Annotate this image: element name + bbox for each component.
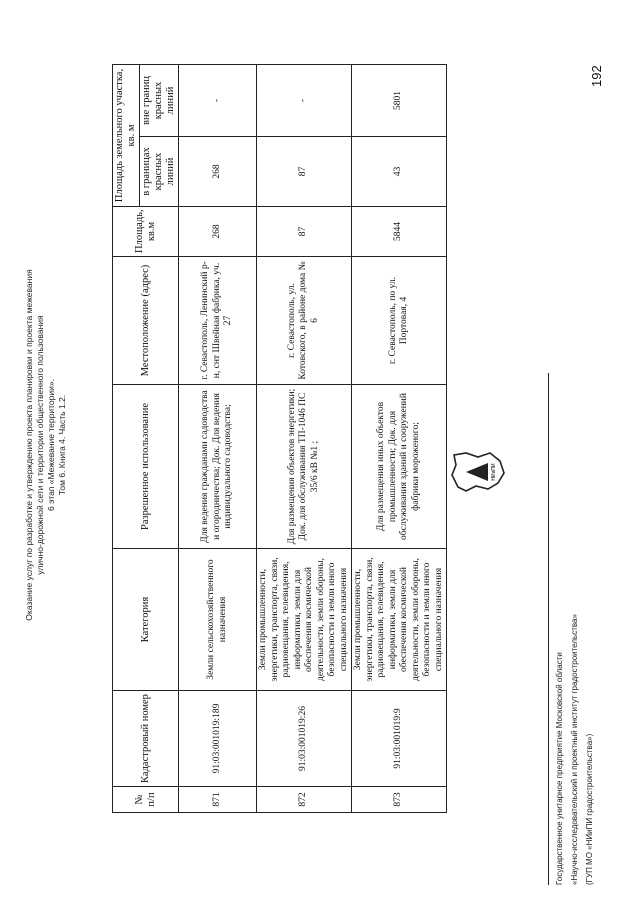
header-cadastral: Кадастровый номер bbox=[113, 691, 179, 787]
cell-location: г. Севастополь, Ленинский р-н, снт Швейная фабрика, уч. 27 bbox=[179, 257, 257, 385]
land-plots-table bbox=[112, 64, 447, 813]
cell-num: 871 bbox=[179, 787, 257, 813]
cell-category: Земли промышленности, энергетики, транспорта, связи, радиовещания, телевидения, информатики, земли для обеспечения космической деятельности, земли обороны, безопасности и земли иного специального назначения bbox=[257, 549, 352, 691]
cell-outside: - bbox=[257, 64, 352, 136]
cell-location: г. Севастополь, ул. Котовского, в районе дома № 6 bbox=[257, 257, 352, 385]
table-row bbox=[352, 64, 447, 812]
header-category: Категория bbox=[113, 549, 179, 691]
footer-divider bbox=[548, 373, 549, 885]
footer-line-2: «Научно-исследовательский и проектный институт градостроительства» bbox=[570, 614, 579, 885]
cell-category: Земли сельскохозяйственного назначения bbox=[179, 549, 257, 691]
header-area: Площадь, кв.м bbox=[113, 207, 179, 257]
header-land-area: Площадь земельного участка, кв. м bbox=[113, 64, 140, 206]
cell-category: Земли промышленности, энергетики, транспорта, связи, радиовещания, телевидения, информатики, земли для обеспечения космической деятельности, земли обороны, безопасности и земли иного специального назначения bbox=[352, 549, 447, 691]
header-usage: Разрешенное использование bbox=[113, 385, 179, 549]
header-inside: в границах красных линий bbox=[140, 137, 179, 207]
cell-usage: Для ведения гражданами садоводства и огородничества; Док. Для ведения индивидуального садоводства; bbox=[179, 385, 257, 549]
header-location: Местоположение (адрес) bbox=[113, 257, 179, 385]
header-num: № п/п bbox=[113, 787, 179, 813]
header-line-1: Оказание услуг по разработке и утверждению проекта планировки и проекта межевания bbox=[24, 269, 34, 621]
header-outside: вне границ красных линий bbox=[140, 64, 179, 136]
document-header bbox=[24, 145, 68, 745]
cell-area: 5844 bbox=[352, 207, 447, 257]
cell-area: 87 bbox=[257, 207, 352, 257]
cell-outside: - bbox=[179, 64, 257, 136]
page-number: 192 bbox=[589, 65, 604, 87]
cell-num: 873 bbox=[352, 787, 447, 813]
logo-text: НИиПИ bbox=[491, 463, 497, 481]
table-row bbox=[257, 64, 352, 812]
cell-inside: 43 bbox=[352, 137, 447, 207]
table-row bbox=[179, 64, 257, 812]
document-footer bbox=[552, 365, 597, 885]
cell-location: г. Севастополь, по ул. Портовая, 4 bbox=[352, 257, 447, 385]
cell-inside: 268 bbox=[179, 137, 257, 207]
cell-cadastral: 91:03:001019:9 bbox=[352, 691, 447, 787]
cell-cadastral: 91:03:001019:26 bbox=[257, 691, 352, 787]
footer-line-1: Государственное унитарное предприятие Московской области bbox=[555, 652, 564, 885]
cell-cadastral: 91:03:001019:189 bbox=[179, 691, 257, 787]
footer-line-3: (ГУП МО «НИиПИ градостроительства») bbox=[585, 733, 594, 885]
cell-inside: 87 bbox=[257, 137, 352, 207]
cell-usage: Для размещения иных объектов промышленности; Док. для обслуживания зданий и сооружений фабрики мороженого; bbox=[352, 385, 447, 549]
cell-area: 268 bbox=[179, 207, 257, 257]
cell-num: 872 bbox=[257, 787, 352, 813]
cell-usage: Для размещения объектов энергетики; Док. для обслуживания ТП-1046 ПС 35/6 кВ №1 ; bbox=[257, 385, 352, 549]
header-line-4: Том 6. Книга 4. Часть 1.2. bbox=[57, 394, 67, 496]
header-line-2: улично-дорожной сети и территории общественного пользования bbox=[35, 315, 45, 575]
cell-outside: 5801 bbox=[352, 64, 447, 136]
institute-logo-icon bbox=[448, 449, 508, 495]
header-line-3: 6 этап «Межевание территории». bbox=[46, 379, 56, 511]
